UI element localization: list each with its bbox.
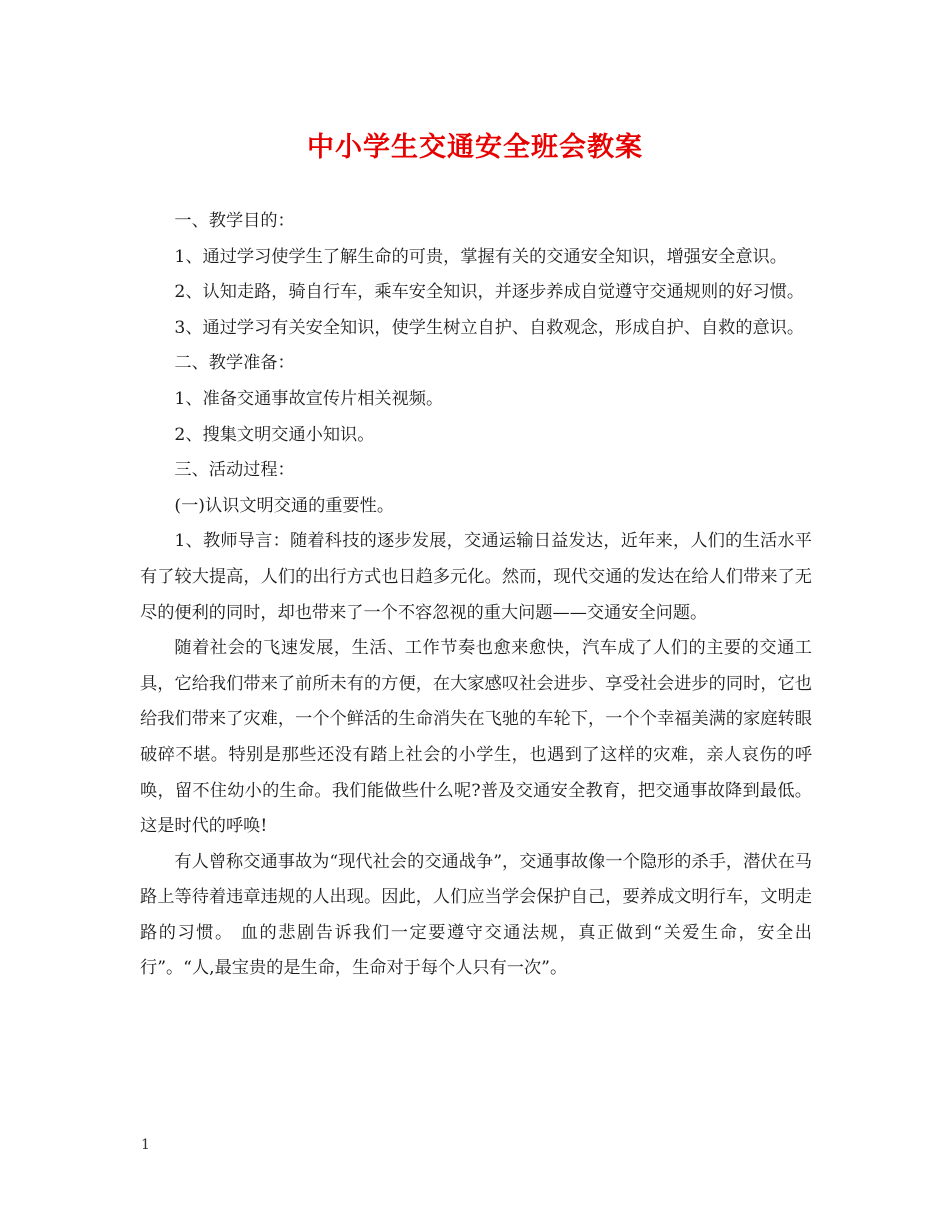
page-number: 1 — [141, 1137, 150, 1153]
document-title: 中小学生交通安全班会教案 — [307, 132, 643, 163]
paragraph: 有人曾称交通事故为“现代社会的交通战争”，交通事故像一个隐形的杀手，潜伏在马路上等待着违章违规的人出现。因此，人们应当学会保护自己，要养成文明行车，文明走路的习惯。 血的悲剧告诉我们一定要遵守交通法规，真正做到“关爱生命，安全出行”。“人,最宝贵的是生命，生命对于每个人只有一次”。 — [140, 851, 812, 979]
paragraph: 1、准备交通事故宣传片相关视频。 — [174, 388, 444, 409]
paragraph: 3、通过学习有关安全知识，使学生树立自护、自救观念，形成自护、自救的意识。 — [174, 317, 805, 338]
section-heading-preparation: 二、教学准备： — [174, 353, 295, 374]
paragraph: 2、搜集文明交通小知识。 — [174, 424, 375, 445]
paragraph: 1、通过学习使学生了解生命的可贵，掌握有关的交通安全知识，增强安全意识。 — [174, 246, 787, 267]
document-body — [140, 204, 812, 987]
section-heading-process: 三、活动过程： — [174, 460, 295, 481]
paragraph: 随着社会的飞速发展，生活、工作节奏也愈来愈快，汽车成了人们的主要的交通工具，它给我们带来了前所未有的方便，在大家感叹社会进步、享受社会进步的同时，它也给我们带来了灾难，一个个鲜活的生命消失在飞驰的车轮下，一个个幸福美满的家庭转眼破碎不堪。特别是那些还没有踏上社会的小学生，也遇到了这样的灾难，亲人哀伤的呼唤，留不住幼小的生命。我们能做些什么呢?普及交通安全教育，把交通事故降到最低。这是时代的呼唤! — [140, 638, 812, 837]
paragraph: 2、认知走路，骑自行车，乘车安全知识，并逐步养成自觉遵守交通规则的好习惯。 — [174, 282, 805, 303]
section-heading-objectives: 一、教学目的： — [174, 211, 295, 231]
subsection-heading: (一)认识文明交通的重要性。 — [174, 495, 395, 516]
paragraph: 1、教师导言：随着科技的逐步发展，交通运输日益发达，近年来，人们的生活水平有了较大提高，人们的出行方式也日趋多元化。然而，现代交通的发达在给人们带来了无尽的便利的同时，却也带来了一个不容忽视的重大问题——交通安全问题。 — [140, 531, 812, 623]
